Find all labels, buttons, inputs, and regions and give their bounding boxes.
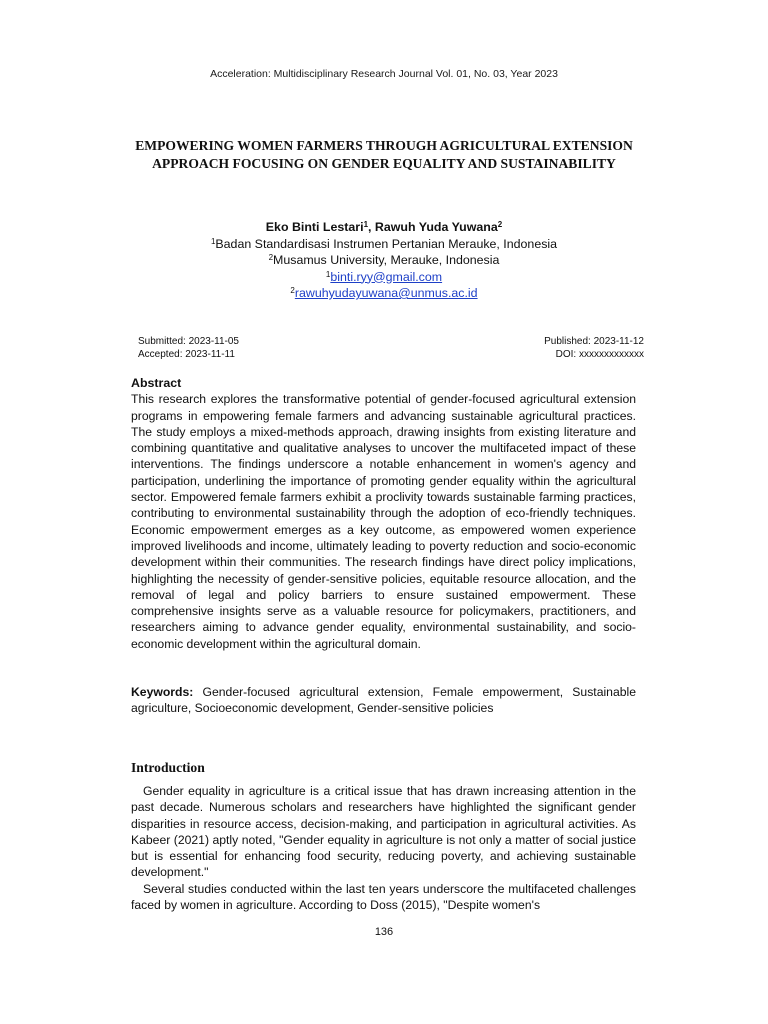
- keywords-section: [131, 684, 636, 717]
- keywords-text: Gender-focused agricultural extension, Female empowerment, Sustainable agriculture, Socioeconomic development, Gender-sensitive policies: [131, 685, 636, 716]
- affiliation: [0, 252, 768, 269]
- published-date: Published: 2023-11-12: [544, 336, 644, 347]
- author-name: Rawuh Yuda Yuwana: [374, 220, 498, 234]
- dates-row: [138, 335, 644, 348]
- abstract-heading: Abstract: [131, 376, 182, 390]
- introduction-heading: Introduction: [131, 760, 205, 775]
- paper-title: EMPOWERING WOMEN FARMERS THROUGH AGRICULTURAL EXTENSION APPROACH FOCUSING ON GENDER EQUALITY AND SUSTAINABILITY: [135, 138, 633, 171]
- dates-row: [138, 348, 644, 361]
- author-sup: 1: [363, 220, 369, 229]
- doi: DOI: xxxxxxxxxxxxx: [555, 349, 644, 360]
- author-sup: 2: [497, 220, 503, 229]
- email-sup: 1: [325, 269, 331, 279]
- email-link[interactable]: rawuhyudayuwana@unmus.ac.id: [294, 286, 478, 300]
- author-names: [0, 219, 768, 236]
- affiliation-sup: 1: [210, 236, 216, 246]
- author-name: Eko Binti Lestari: [265, 220, 364, 234]
- affiliation: [0, 236, 768, 253]
- email-link[interactable]: binti.ryy@gmail.com: [330, 269, 443, 284]
- author-block: [0, 219, 768, 302]
- introduction-paragraph: Gender equality in agriculture is a critical issue that has drawn increasing attention in the past decade. Numerous scholars and researchers have highlighted the significant gender disparities in resource access, decision-making, and participation in agricultural activities. As Kabeer (2021) aptly noted, "Gender equality in agriculture is not only a matter of social justice but is essential for enhancing food security, reducing poverty, and achieving sustainable development.": [131, 784, 636, 880]
- email-line: [0, 269, 768, 286]
- email-sup: 2: [290, 286, 295, 295]
- affiliation-sup: 2: [268, 253, 274, 262]
- publication-dates: [138, 335, 644, 361]
- introduction-paragraph: Several studies conducted within the last ten years underscore the multifaceted challenges faced by women in agriculture. According to Doss (2015), "Despite women's: [131, 881, 636, 913]
- email-line: [0, 285, 768, 302]
- accepted-date: Accepted: 2023-11-11: [138, 349, 235, 360]
- affiliation-text: Badan Standardisasi Instrumen Pertanian Merauke, Indonesia: [215, 236, 558, 251]
- author-separator: ,: [368, 220, 375, 234]
- introduction-body: [131, 783, 636, 913]
- submitted-date: Submitted: 2023-11-05: [138, 336, 239, 347]
- abstract-section: [131, 375, 636, 652]
- journal-running-header: Acceleration: Multidisciplinary Research Journal Vol. 01, No. 03, Year 2023: [210, 68, 558, 80]
- affiliation-text: Musamus University, Merauke, Indonesia: [273, 253, 500, 267]
- abstract-text: This research explores the transformative potential of gender-focused agricultural extension programs in empowering female farmers and advancing sustainable agricultural practices. The study employs a mixed-methods approach, drawing insights from existing literature and combining quantitative and qualitative analyses to uncover the multifaceted impact of these interventions. The findings underscore a notable enhancement in women's agency and participation, underlining the importance of promoting gender equality within the agricultural sector. Empowered female farmers exhibit a proclivity towards sustainable farming practices, contributing to environmental sustainability through the adoption of eco-friendly techniques. Economic empowerment emerges as a key outcome, as empowered women experience improved livelihoods and income, ultimately leading to poverty reduction and socio-economic development within their communities. The research findings have direct policy implications, highlighting the necessity of gender-sensitive policies, equitable resource allocation, and the removal of legal and policy barriers to ensure sustained empowerment. These comprehensive insights serve as a valuable resource for policymakers, practitioners, and researchers aiming to advance gender equality, environmental sustainability, and socio-economic development within the agricultural domain.: [131, 392, 636, 651]
- page-number: 136: [374, 926, 394, 938]
- keywords-label: Keywords:: [131, 685, 194, 699]
